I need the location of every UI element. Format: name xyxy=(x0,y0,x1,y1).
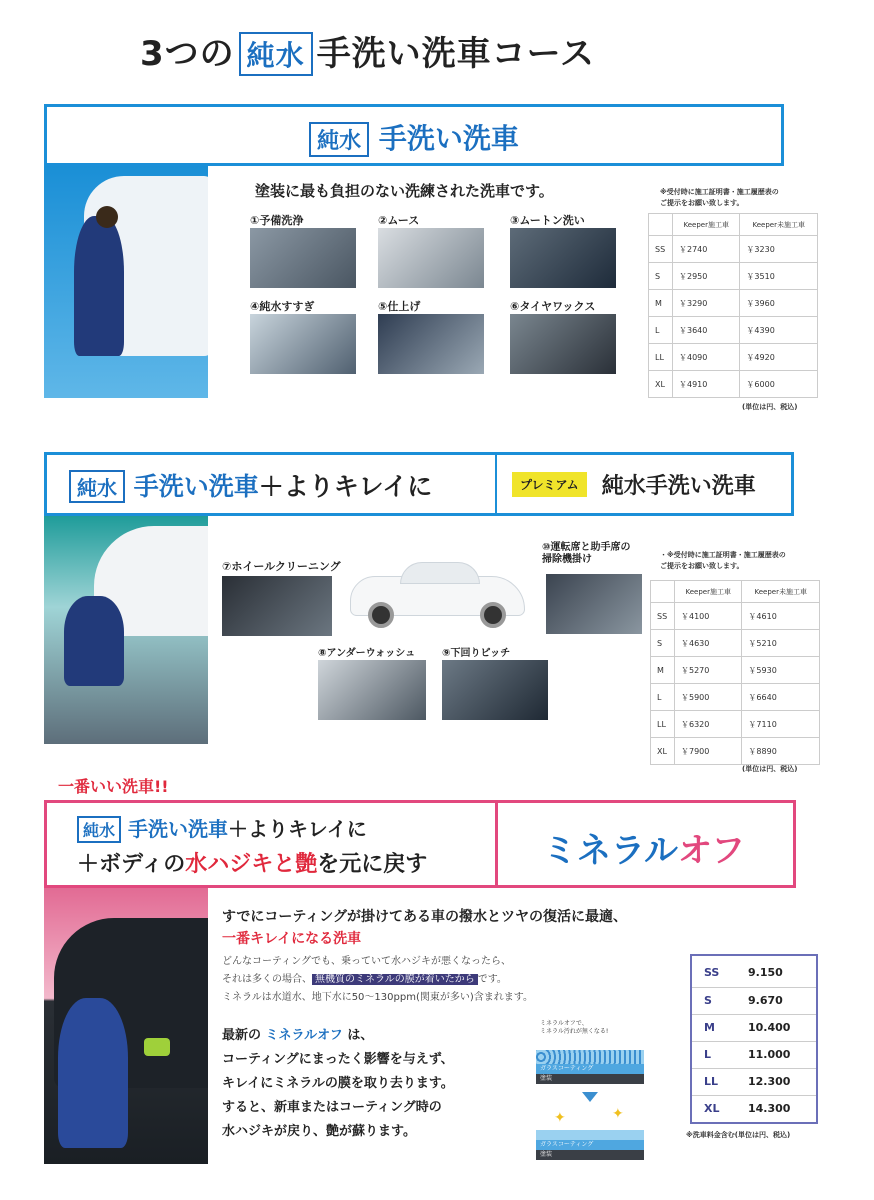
sec2-price-table xyxy=(650,580,820,765)
sec1-step-label: ①予備洗浄 xyxy=(250,214,304,227)
sec3-tag: 純水 xyxy=(77,816,121,843)
sec2-step-label: ⑨下回りピッチ xyxy=(442,648,511,659)
sec1-step-label: ⑤仕上げ xyxy=(378,300,421,313)
title-tag: 純水 xyxy=(239,32,313,76)
mineral-price-table xyxy=(690,954,818,1124)
step-photo xyxy=(222,576,332,636)
sec1-tag: 純水 xyxy=(309,122,369,157)
premium-title: 純水手洗い洗車 xyxy=(601,474,756,499)
premium-badge: プレミアム xyxy=(512,472,587,497)
sec3-paragraph: どんなコーティングでも、乗っていて水ハジキが悪くなったら、 xyxy=(222,956,511,967)
table-row: M ￥5270 ￥5930 xyxy=(651,657,820,684)
table-row: LL ￥6320 ￥7110 xyxy=(651,711,820,738)
sec2-unit: (単位は円、税込) xyxy=(742,765,798,773)
step-photo xyxy=(442,660,548,720)
table-row: S ￥4630 ￥5210 xyxy=(651,630,820,657)
step-photo xyxy=(318,660,426,720)
col-header: Keeper未施工車 xyxy=(740,214,818,236)
sec3-paragraph: ミネラルは水道水、地下水に50～130ppm(関東が多い)含まれます。 xyxy=(222,992,533,1003)
sec1-heading: 手洗い洗車 xyxy=(378,122,519,155)
table-row: L 11.000 xyxy=(692,1041,816,1067)
sec2-hero-photo xyxy=(44,516,208,744)
table-row: S 9.670 xyxy=(692,987,816,1013)
table-row: L ￥5900 ￥6640 xyxy=(651,684,820,711)
mineral-off-logo: ミネラルオフ xyxy=(543,831,745,871)
sec1-tagline: 塗装に最も負担のない洗練された洗車です。 xyxy=(255,182,554,200)
table-row: XL ￥4910 ￥6000 xyxy=(649,371,818,398)
step-photo xyxy=(510,314,616,374)
car-image xyxy=(340,556,530,628)
table-row: LL 12.300 xyxy=(692,1068,816,1094)
table-row: L ￥3640 ￥4390 xyxy=(649,317,818,344)
sec1-header xyxy=(44,104,784,166)
step-photo xyxy=(250,314,356,374)
step-photo xyxy=(510,228,616,288)
sec2-step-label: ⑧アンダーウォッシュ xyxy=(318,648,416,659)
sec2-header: 純水 手洗い洗車＋よりキレイに プレミアム 純水手洗い洗車 xyxy=(44,452,794,516)
sec3-lead-highlight: 一番キレイになる洗車 xyxy=(222,931,362,947)
mineral-footnote: ※洗車料金含む(単位は円、税込) xyxy=(686,1131,791,1139)
table-row: XL ￥7900 ￥8890 xyxy=(651,738,820,765)
step-photo xyxy=(546,574,642,634)
sec2-step-label: ⑩運転席と助手席の 掃除機掛け xyxy=(542,542,631,565)
step-photo xyxy=(250,228,356,288)
sec1-hero-photo xyxy=(44,166,208,398)
sec1-step-label: ③ムートン洗い xyxy=(510,214,585,227)
table-row: M 10.400 xyxy=(692,1014,816,1040)
sec3-body: 最新の ミネラルオフ は、 コーティングにまったく影響を与えず、 キレイにミネラルの膜を取り去ります。 すると、新車またはコーティング時の 水ハジキが戻り、艶が蘇ります。 xyxy=(222,1028,454,1139)
table-row: XL 14.300 xyxy=(692,1095,816,1121)
sec1-price-table xyxy=(648,213,818,398)
sec1-step-label: ④純水すすぎ xyxy=(250,300,315,313)
best-wash-ribbon: 一番いい洗車!! xyxy=(58,777,169,796)
step-photo xyxy=(378,314,484,374)
sec3-paragraph: それは多くの場合、 無機質のミネラルの膜が着いたから です。 xyxy=(222,974,507,985)
col-header: Keeper施工車 xyxy=(673,214,740,236)
step-photo xyxy=(378,228,484,288)
sec1-note: ※受付時に施工証明書・施工履歴表の ご提示をお願い致します。 xyxy=(660,188,779,207)
sec3-header: 純水 手洗い洗車＋よりキレイに ＋ボディの水ハジキと艶を元に戻す ミネラルオフ xyxy=(44,800,796,888)
sec3-lead: すでにコーティングが掛けてある車の撥水とツヤの復活に最適、 xyxy=(222,909,628,925)
table-row: SS ￥4100 ￥4610 xyxy=(651,603,820,630)
col-header: Keeper施工車 xyxy=(675,581,742,603)
sec2-step-label: ⑦ホイールクリーニング xyxy=(222,560,341,573)
table-row: LL ￥4090 ￥4920 xyxy=(649,344,818,371)
sec3-hero-photo xyxy=(44,888,208,1164)
page-title: 3つの 純水 手洗い洗車コース xyxy=(140,34,595,74)
sec1-step-label: ⑥タイヤワックス xyxy=(510,300,596,313)
sec2-tag: 純水 xyxy=(69,470,125,503)
col-header: Keeper未施工車 xyxy=(742,581,820,603)
sparkle-icon: ✦ xyxy=(554,1110,566,1126)
table-row: S ￥2950 ￥3510 xyxy=(649,263,818,290)
table-row: SS 9.150 xyxy=(704,966,783,979)
sec2-note: ・※受付時に施工証明書・施工履歴表の ご提示をお願い致します。 xyxy=(660,551,786,570)
sparkle-icon: ✦ xyxy=(612,1106,624,1122)
table-row: SS ￥2740 ￥3230 xyxy=(649,236,818,263)
arrow-down-icon xyxy=(582,1092,598,1102)
coating-diagram: ミネラルオフで、 ミネラル汚れが無くなる! ガラスコーティング 塗装 ✦ ✦ ガラスコーティング 塗装 xyxy=(536,1018,644,1166)
table-row: M ￥3290 ￥3960 xyxy=(649,290,818,317)
sec1-step-label: ②ムース xyxy=(378,214,420,227)
sec1-unit: (単位は円、税込) xyxy=(742,403,798,411)
